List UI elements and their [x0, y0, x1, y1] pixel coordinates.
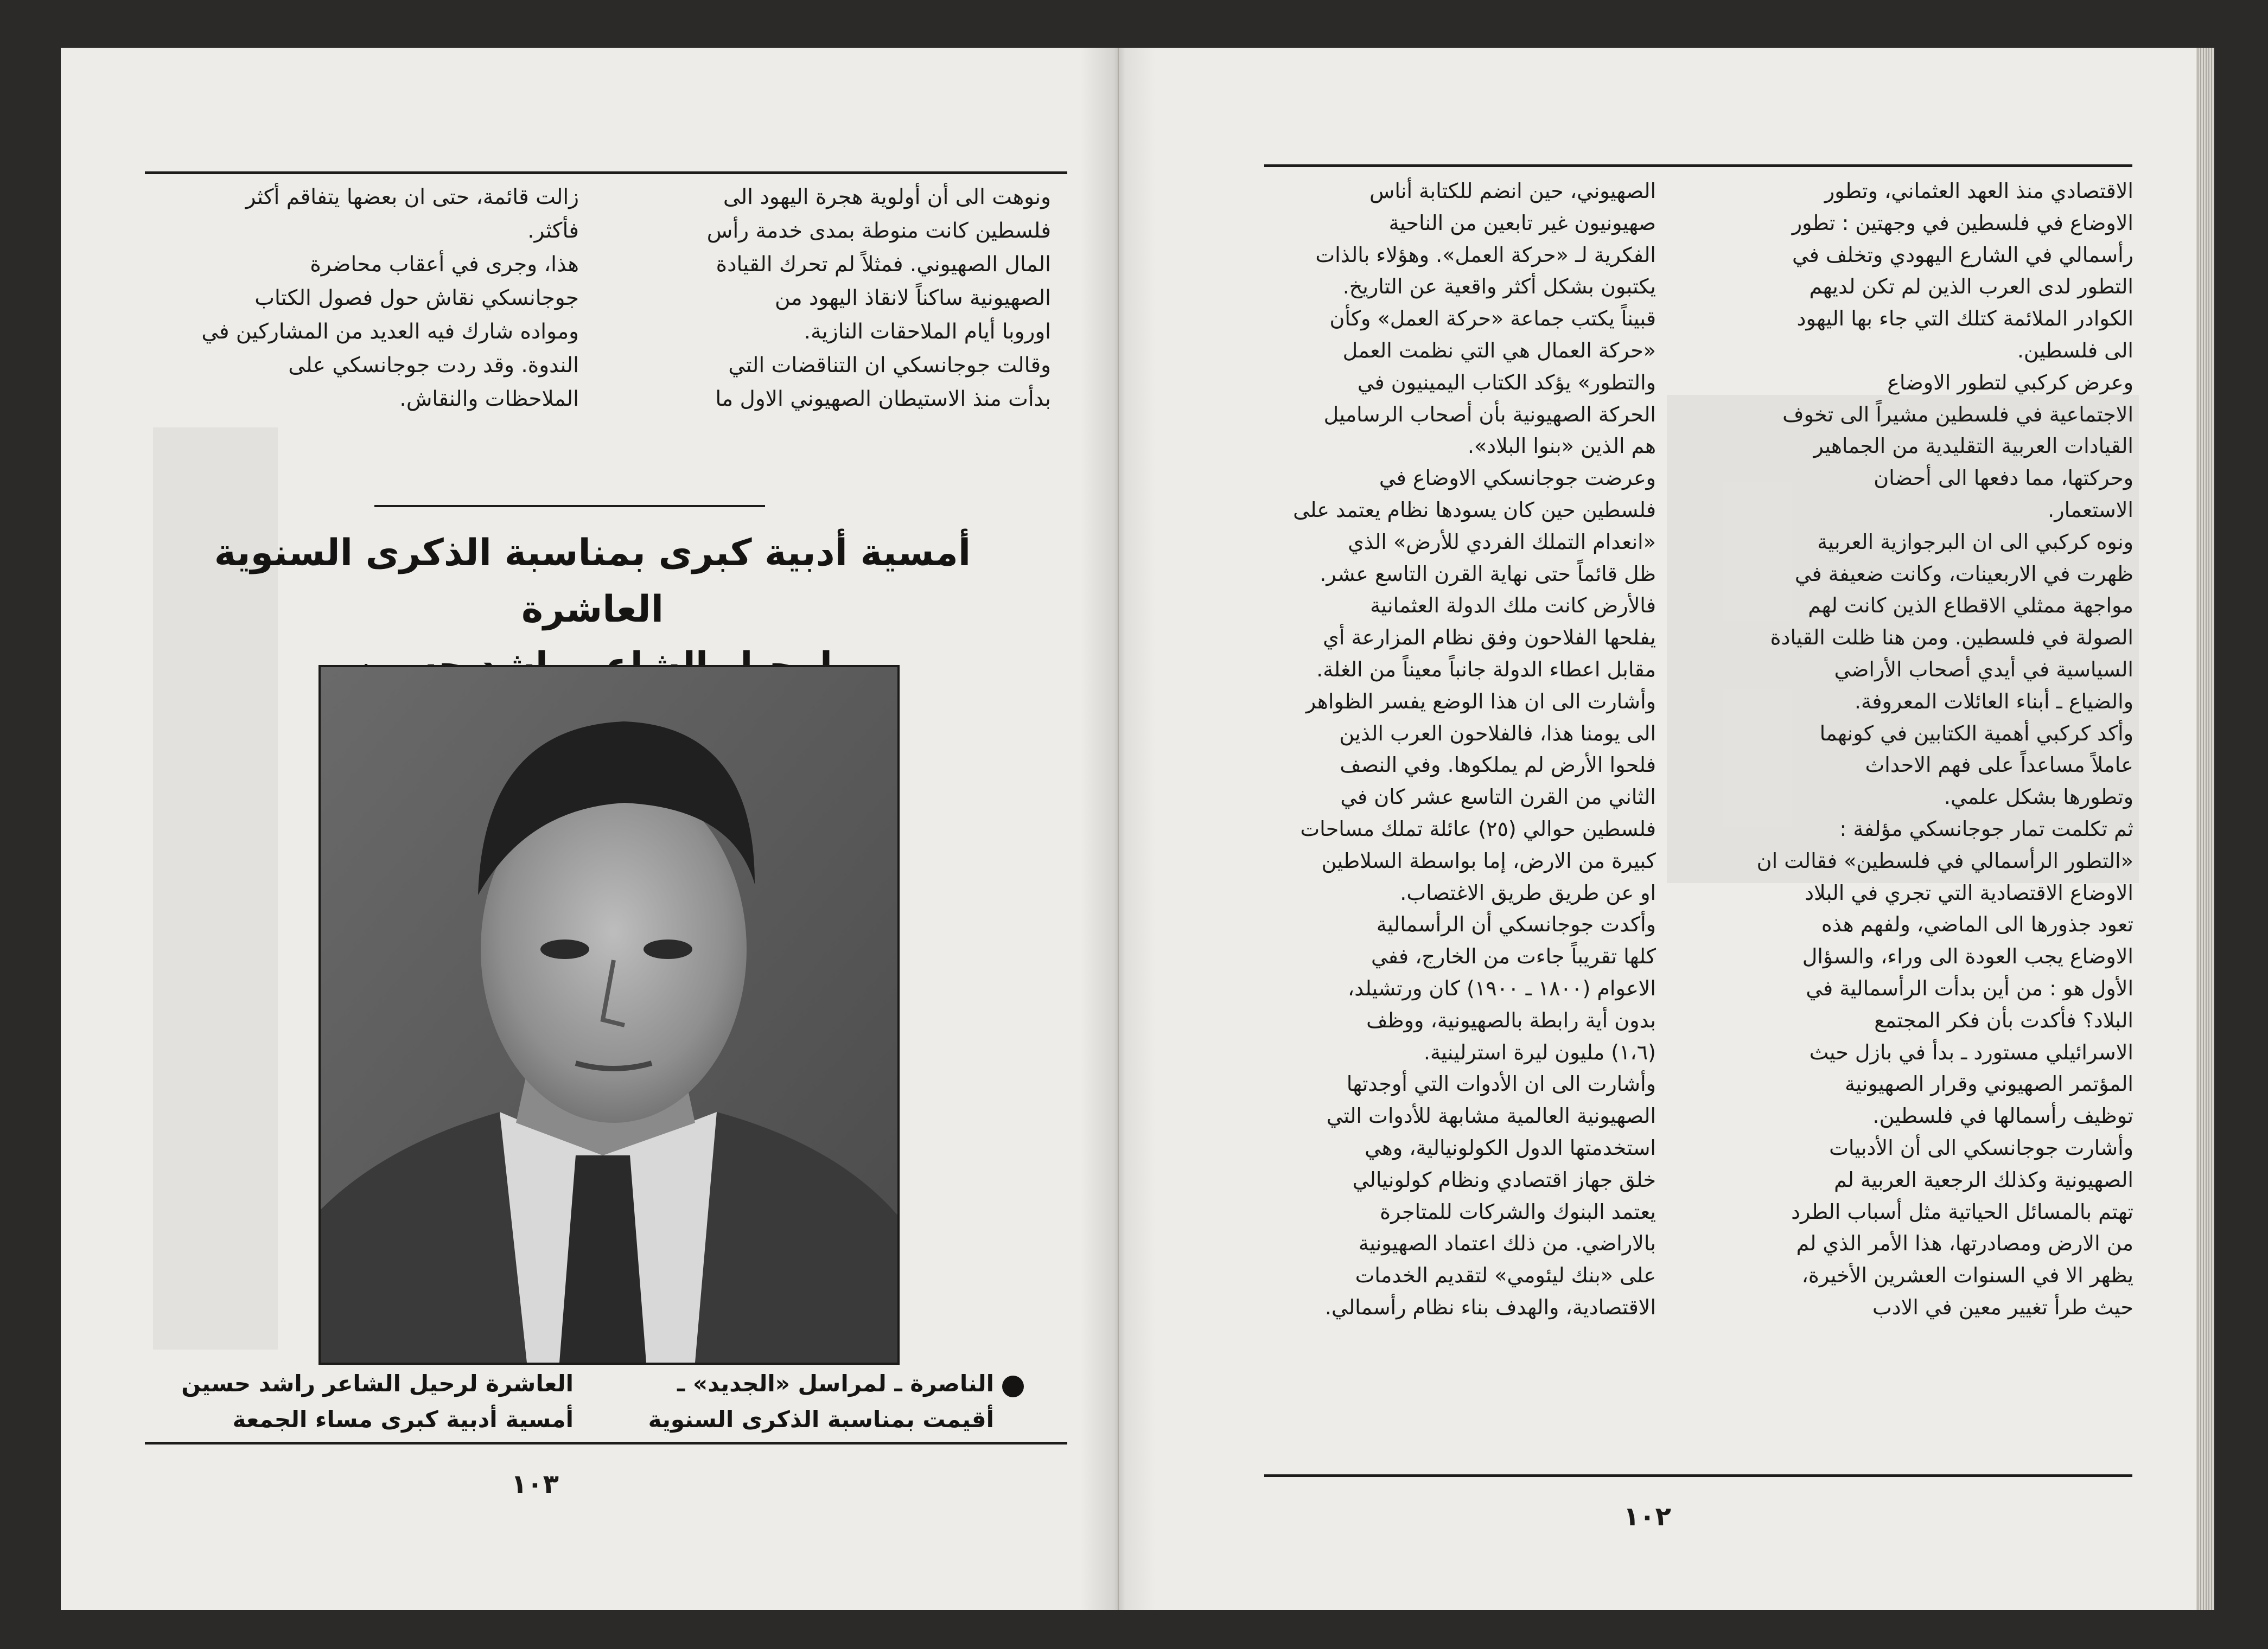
bottom-rule: [145, 1442, 1067, 1445]
top-rule: [1264, 164, 2132, 167]
page-102: [1119, 48, 2196, 1610]
article-column-right: الاقتصادي منذ العهد العثماني، وتطور الاوضاع في فلسطين في وجهتين : تطور رأسمالي في الشارع اليهودي وتخلف في التطور لدى العرب الذين لم تكن لديهم الكوادر الملائمة كتلك التي جاء بها اليهود الى فلسطين. وعرض كركبي لتطور الاوضاع الاجتماعية في فلسطين مشيراً الى تخوف القيادات العربية التقليدية من الجماهير وحركتها، مما دفعها الى أحضان الاستعمار. ونوه كركبي الى ان البرجوازية العربية ظهرت في الاربعينات، وكانت ضعيفة في مواجهة ممثلي الاقطاع الذين كانت لهم الصولة في فلسطين. ومن هنا ظلت القيادة السياسية في أيدي أصحاب الأراضي والضياع ـ أبناء العائلات المعروفة. وأكد كركبي أهمية الكتابين في كونهما عاملاً مساعداً على فهم الاحداث وتطورها بشكل علمي. ثم تكلمت تمار جوجانسكي مؤلفة : «التطور الرأسمالي في فلسطين» فقالت ان الاوضاع الاقتصادية التي تجري في البلاد تعود جذورها الى الماضي، ولفهم هذه الاوضاع يجب العودة الى وراء، والسؤال الأول هو : من أين بدأت الرأسمالية في البلاد؟ فأكدت بأن فكر المجتمع الاسرائيلي مستورد ـ بدأ في بازل حيث المؤتمر الصهيوني وقرار الصهيونية توظيف رأسمالها في فلسطين. وأشارت جوجانسكي الى أن الأدبيات الصهيونية وكذلك الرجعية العربية لم تهتم بالمسائل الحياتية مثل أسباب الطرد من الارض ومصادرتها، هذا الأمر الذي لم يظهر الا في السنوات العشرين الأخيرة، حيث طرأ تغيير معين في الادب: [1756, 179, 2133, 1319]
photo-caption-right: الناصرة ـ لمراسل «الجديد» ـ أقيمت بمناسبة الذكرى السنوية: [648, 1370, 994, 1433]
page-number: ١٠٢: [1623, 1501, 1671, 1532]
page-number: ١٠٣: [511, 1469, 559, 1499]
article-column-right: ونوهت الى أن أولوية هجرة اليهود الى فلسطين كانت منوطة بمدى خدمة رأس المال الصهيوني. فمثلاً لم تحرك القيادة الصهيونية ساكناً لانقاذ اليهود من اوروبا أيام الملاحقات النازية. وقالت جوجانسكي ان التناقضات التي بدأت منذ الاستيطان الصهيوني الاول ما: [706, 185, 1051, 411]
event-headline: أمسية أدبية كبرى بمناسبة الذكرى السنوية العاشرة: [214, 532, 971, 631]
article-column-left: زالت قائمة، حتى ان بعضها يتفاقم أكثر فأكثر. هذا، وجرى في أعقاب محاضرة جوجانسكي نقاش حول فصول الكتاب ومواده شارك فيه العديد من المشاركين في الندوة. وقد ردت جوجانسكي على الملاحظات والنقاش.: [201, 185, 579, 411]
page-103: [61, 48, 1119, 1610]
portrait-image: [321, 667, 897, 1363]
top-rule: [145, 171, 1067, 174]
bottom-rule: [1264, 1474, 2132, 1477]
portrait-photo: [318, 665, 900, 1365]
caption-bullet: [1002, 1376, 1024, 1397]
photo-caption-left: العاشرة لرحيل الشاعر راشد حسين أمسية أدبية كبرى مساء الجمعة: [181, 1370, 574, 1433]
article-column-left: الصهيوني، حين انضم للكتابة أناس صهيونيون غير تابعين من الناحية الفكرية لـ «حركة العمل». وهؤلاء بالذات يكتبون بشكل أكثر واقعية عن التاريخ. قبيناً يكتب جماعة «حركة العمل» وكأن «حركة العمال هي التي نظمت العمل والتطور» يؤكد الكتاب اليمينيون في الحركة الصهيونية بأن أصحاب الرساميل هم الذين «بنوا البلاد». وعرضت جوجانسكي الاوضاع في فلسطين حين كان يسودها نظام يعتمد على «انعدام التملك الفردي للأرض» الذي ظل قائماً حتى نهاية القرن التاسع عشر. فالأرض كانت ملك الدولة العثمانية يفلحها الفلاحون وفق نظام المزارعة أي مقابل اعطاء الدولة جانباً معيناً من الغلة. وأشارت الى ان هذا الوضع يفسر الظواهر الى يومنا هذا، فالفلاحون العرب الذين فلحوا الأرض لم يملكوها. وفي النصف الثاني من القرن التاسع عشر كان في فلسطين حوالي (٢٥) عائلة تملك مساحات كبيرة من الارض، إما بواسطة السلاطين او عن طريق طريق الاغتصاب. وأكدت جوجانسكي أن الرأسمالية كلها تقريباً جاءت من الخارج، ففي الاعوام (١٨٠٠ ـ ١٩٠٠) كان ورتشيلد، بدون أية رابطة بالصهيونية، ووظف (١،٦) مليون ليرة استرلينية. وأشارت الى ان الأدوات التي أوجدتها الصهيونية العالمية مشابهة للأدوات التي استخدمتها الدول الكولونيالية، وهي خلق جهاز اقتصادي ونظام كولونيالي يعتمد البنوك والشركات للمتاجرة بالاراضي. من ذلك اعتماد الصهيونية على «بنك ليئومي» لتقديم الخدمات الاقتصادية، والهدف بناء نظام رأسمالي.: [1293, 179, 1656, 1319]
page-edges: [2196, 48, 2214, 1610]
headline-rule: [374, 505, 765, 507]
